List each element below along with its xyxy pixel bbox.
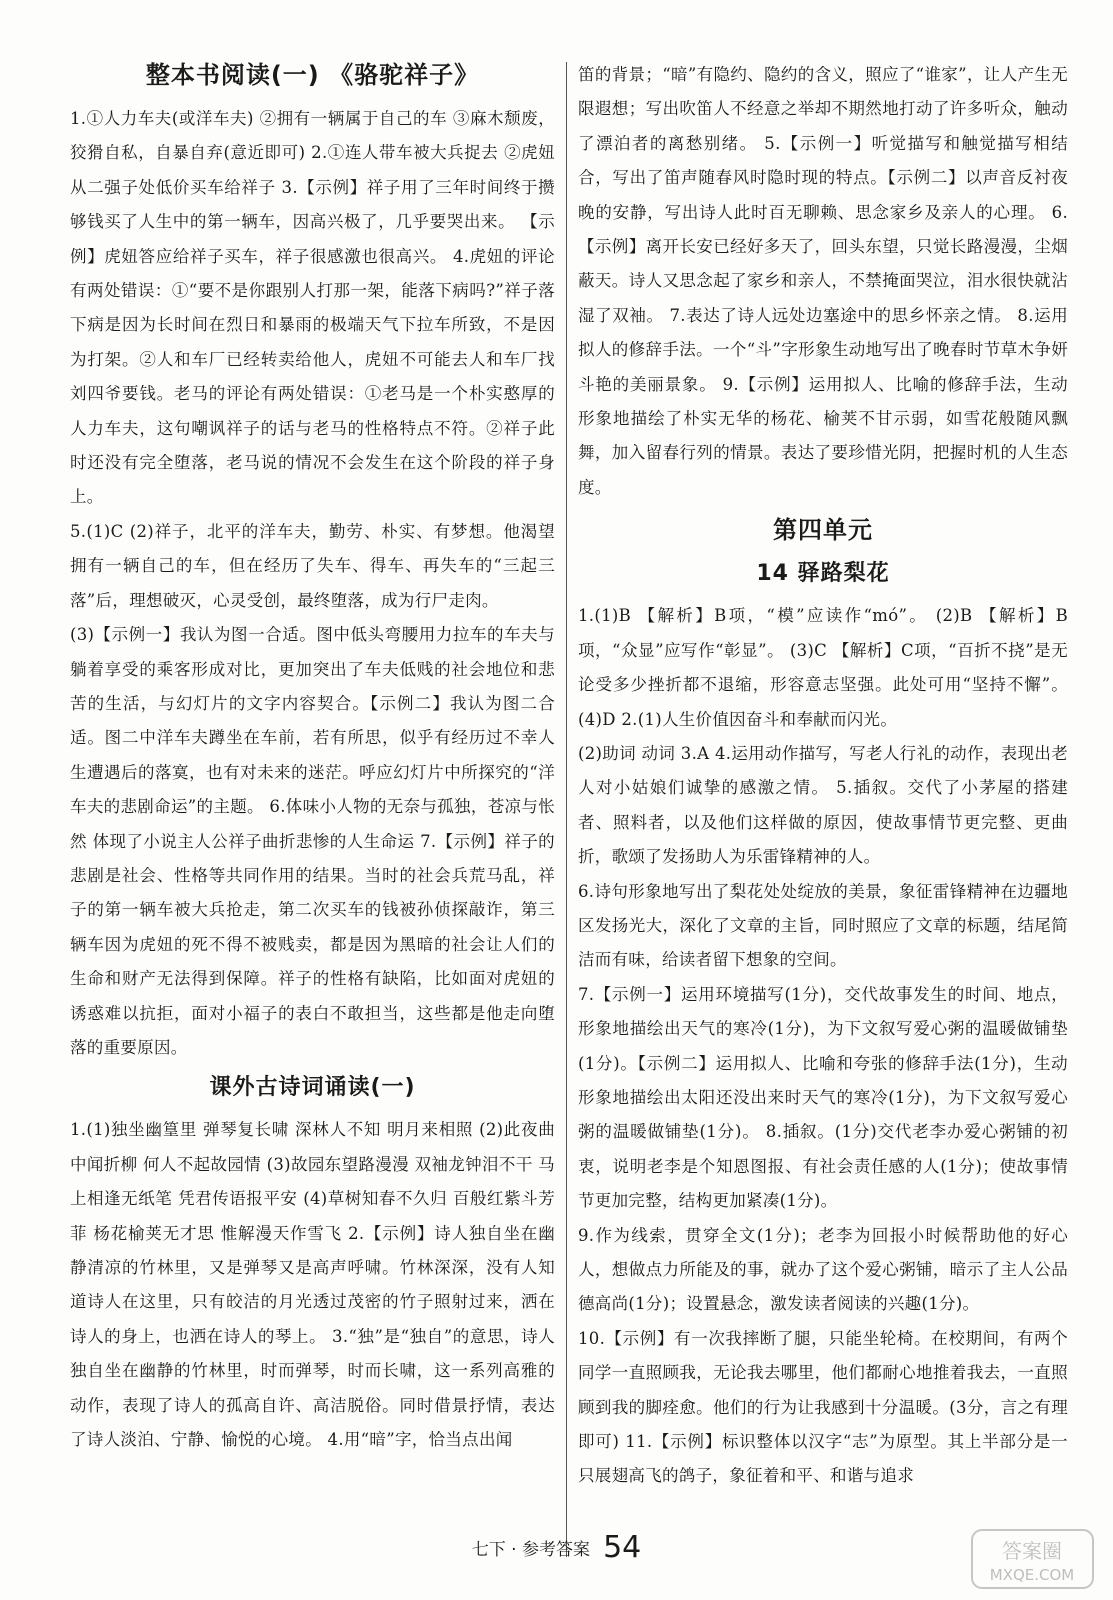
section-heading-luotuo-xiangzi: 整本书阅读(一) 《骆驼祥子》 — [145, 61, 480, 89]
lesson-heading: 14 驿路梨花 — [756, 561, 890, 587]
answer-paragraph: 6.诗句形象地写出了梨花处处绽放的美景，象征雷锋精神在边疆地区发扬光大，深化了文章的主旨，同时照应了文章的标题，结尾简洁而有味，给读者留下想象的空间。 — [578, 881, 1068, 970]
watermark-logo — [970, 1528, 1095, 1590]
answer-paragraph: 1.(1)B 【解析】B项，“模”应读作“mó”。 (2)B 【解析】B项，“众显”应写作“彰显”。 (3)C 【解析】C项，“百折不挠”是无论受多少挫折都不退缩，形容意志坚强。此处可用“坚持不懈”。 (4)D 2.(1)人生价值因奋斗和奉献而闪光。 — [578, 606, 1068, 729]
answer-paragraph: 10.【示例】有一次我摔断了腿，只能坐轮椅。在校期间，有两个同学一直照顾我，无论我去哪里，他们都耐心地推着我去，一直照顾到我的脚痊愈。他们的行为让我感到十分温暖。(3分，言之有理即可) 11.【示例】标识整体以汉字“志”为原型。其上半部分是一只展翅高飞的鸽子，象征着和平、和谐与追求 — [578, 1328, 1068, 1486]
section-heading-poetry: 课外古诗词诵读(一) — [209, 1075, 416, 1101]
left-column — [70, 58, 555, 1457]
footer-label: 七下 · 参考答案 — [471, 1540, 590, 1560]
answer-paragraph: 1.(1)独坐幽篁里 弹琴复长啸 深林人不知 明月来相照 (2)此夜曲中闻折柳 何人不起故园情 (3)故园东望路漫漫 双袖龙钟泪不干 马上相逢无纸笔 凭君传语报平安 (4)草树知春不久归 百般红紫斗芳菲 杨花榆荚无才思 惟解漫天作雪飞 2.【示例】诗人独自坐在幽静清凉的竹林里，又是弹琴又是高声呼啸。竹林深深，没有人知道诗人在这里，只有皎洁的月光透过茂密的竹子照射过来，洒在诗人的身上，也洒在诗人的琴上。 3.“独”是“独自”的意思，诗人独自坐在幽静的竹林里，时而弹琴，时而长啸，这一系列高雅的动作，表现了诗人的孤高自许、高洁脱俗。同时借景抒情，表达了诗人淡泊、宁静、愉悦的心境。 4.用“暗”字，恰当点出闻 — [70, 1120, 555, 1450]
answer-paragraph: 7.【示例一】运用环境描写(1分)，交代故事发生的时间、地点，形象地描绘出天气的寒冷(1分)，为下文叙写爱心粥的温暖做铺垫(1分)。【示例二】运用拟人、比喻和夸张的修辞手法(1分)，生动形象地描绘出太阳还没出来时天气的寒冷(1分)，为下文叙写爱心粥的温暖做铺垫(1分)。 8.插叙。(1分)交代老李办爱心粥铺的初衷，说明老李是个知恩图报、有社会责任感的人(1分)；使故事情节更加完整，结构更加紧凑(1分)。 — [578, 984, 1068, 1211]
right-column — [578, 58, 1068, 1494]
watermark-bottom-text: MXQE.COM — [989, 1566, 1075, 1584]
page-number: 54 — [603, 1530, 642, 1565]
watermark-graphic — [970, 1528, 1095, 1590]
watermark-top-text: 答案圈 — [1002, 1539, 1062, 1563]
answer-paragraph: 笛的背景；“暗”有隐约、隐约的含义，照应了“谁家”，让人产生无限遐想；写出吹笛人不经意之举却不期然地打动了许多听众，触动了漂泊者的离愁别绪。 5.【示例一】听觉描写和触觉描写相结合，写出了笛声随春风时隐时现的特点。【示例二】以声音反衬夜晚的安静，写出诗人此时百无聊赖、思念家乡及亲人的心理。 6.【示例】离开长安已经好多天了，回头东望，只觉长路漫漫，尘烟蔽天。诗人又思念起了家乡和亲人，不禁掩面哭泣，泪水很快就沾湿了双袖。 7.表达了诗人远处边塞途中的思乡怀亲之情。 8.运用拟人的修辞手法。一个“斗”字形象生动地写出了晚春时节草木争妍斗艳的美丽景象。 9.【示例】运用拟人、比喻的修辞手法，生动形象地描绘了朴实无华的杨花、榆荚不甘示弱，如雪花般随风飘舞，加入留春行列的情景。表达了要珍惜光阴，把握时机的人生态度。 — [578, 65, 1068, 497]
column-divider — [566, 62, 567, 1557]
answer-paragraph: 1.①人力车夫(或洋车夫) ②拥有一辆属于自己的车 ③麻木颓废，狡猾自私，自暴自弃(意近即可) 2.①连人带车被大兵捉去 ②虎妞从二强子处低价买车给祥子 3.【示例】祥子用了三年时间终于攒够钱买了人生中的第一辆车，因高兴极了，几乎要哭出来。 【示例】虎妞答应给祥子买车，祥子很感激也很高兴。 4.虎妞的评论有两处错误：①“要不是你跟别人打那一架，能落下病吗?”祥子落下病是因为长时间在烈日和暴雨的极端天气下拉车所致，不是因为打架。②人和车厂已经转卖给他人，虎妞不可能去人和车厂找刘四爷要钱。老马的评论有两处错误：①老马是一个朴实憨厚的人力车夫，这句嘲讽祥子的话与老马的性格特点不符。②祥子此时还没有完全堕落，老马说的情况不会发生在这个阶段的祥子身上。 — [70, 109, 555, 507]
answer-paragraph: (3)【示例一】我认为图一合适。图中低头弯腰用力拉车的车夫与躺着享受的乘客形成对比，更加突出了车夫低贱的社会地位和悲苦的生活，与幻灯片的文字内容契合。【示例二】我认为图二合适。图二中洋车夫蹲坐在车前，若有所思，似乎有经历过不幸人生遭遇后的落寞，也有对未来的迷茫。呼应幻灯片中所探究的“洋车夫的悲剧命运”的主题。 6.体味小人物的无奈与孤独，苍凉与怅然 体现了小说主人公祥子曲折悲惨的人生命运 7.【示例】祥子的悲剧是社会、性格等共同作用的结果。当时的社会兵荒马乱，祥子的第一辆车被大兵抢走，第二次买车的钱被孙侦探敲诈，第三辆车因为虎妞的死不得不被贱卖，都是因为黑暗的社会让人们的生命和财产无法得到保障。祥子的性格有缺陷，比如面对虎妞的诱惑难以抗拒，面对小福子的表白不敢担当，这些都是他走向堕落的重要原因。 — [70, 625, 555, 1057]
answer-paragraph: 9.作为线索，贯穿全文(1分)；老李为回报小时候帮助他的好心人，想做点力所能及的事，就办了这个爱心粥铺，暗示了主人公品德高尚(1分)；设置悬念，激发读者阅读的兴趣(1分)。 — [578, 1225, 1068, 1314]
answer-paragraph: 5.(1)C (2)祥子，北平的洋车夫，勤劳、朴实、有梦想。他渴望拥有一辆自己的车，但在经历了失车、得车、再失车的“三起三落”后，理想破灭，心灵受创，最终堕落，成为行尸走肉。 — [70, 521, 555, 610]
answer-paragraph: (2)助词 动词 3.A 4.运用动作描写，写老人行礼的动作，表现出老人对小姑娘们诚挚的感激之情。 5.插叙。交代了小茅屋的搭建者、照料者，以及他们这样做的原因，使故事情节更完整、更曲折，歌颂了发扬助人为乐雷锋精神的人。 — [578, 743, 1068, 867]
unit-heading: 第四单元 — [773, 516, 873, 545]
page-footer — [0, 1530, 1113, 1565]
